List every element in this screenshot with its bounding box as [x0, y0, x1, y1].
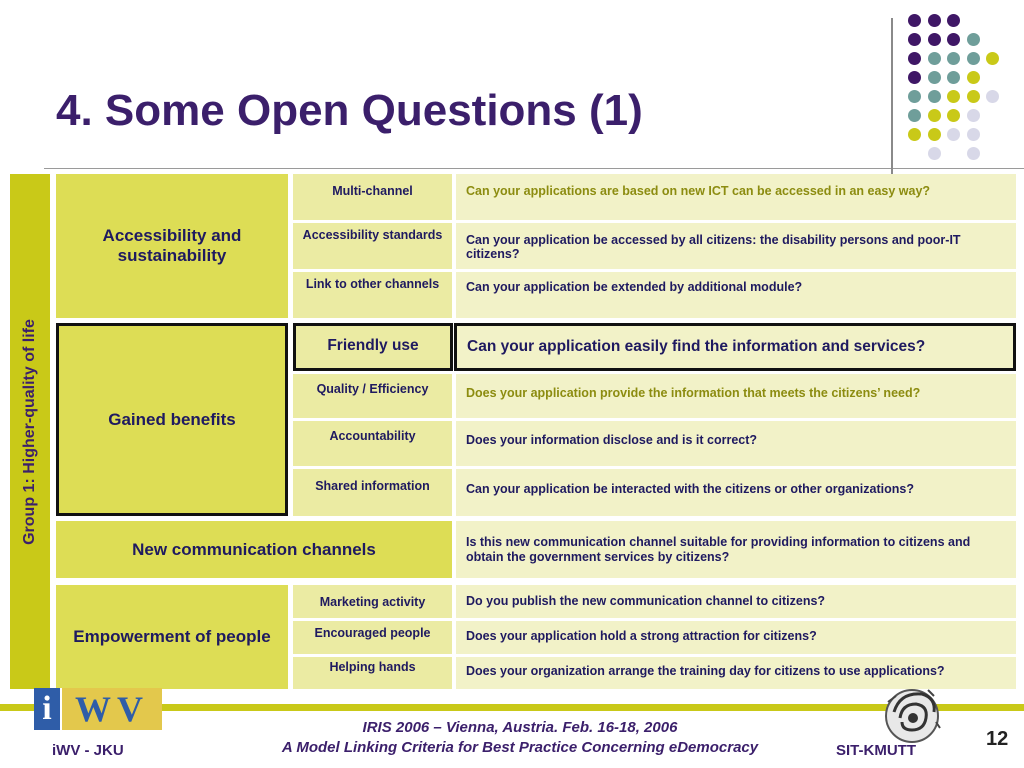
- dot-grid-decoration: [908, 14, 1008, 164]
- decoration-dot: [928, 90, 941, 103]
- iwv-logo: [34, 688, 162, 730]
- decoration-dot: [908, 52, 921, 65]
- question-cell: Does your information disclose and is it correct?: [456, 421, 1016, 466]
- decoration-dot: [967, 147, 980, 160]
- vertical-divider: [891, 18, 893, 186]
- footer-left-label: iWV - JKU: [52, 742, 124, 759]
- question-cell: Does your application hold a strong attraction for citizens?: [456, 621, 1016, 654]
- criterion-cell: Shared information: [293, 469, 452, 516]
- footer-line-2: A Model Linking Criteria for Best Practice Concerning eDemocracy: [281, 739, 759, 756]
- decoration-dot: [908, 14, 921, 27]
- logo-letter-i: i: [34, 688, 60, 730]
- question-cell: Can your applications are based on new ICT can be accessed in an easy way?: [456, 174, 1016, 220]
- category-new-communication-channels: New communication channels: [56, 521, 452, 578]
- decoration-dot: [986, 52, 999, 65]
- question-cell: Can your application be accessed by all citizens: the disability persons and poor-IT citizens?: [456, 223, 1016, 269]
- criterion-cell: Accessibility standards: [293, 223, 452, 269]
- decoration-dot: [967, 109, 980, 122]
- decoration-dot: [928, 14, 941, 27]
- criterion-cell-highlighted: Friendly use: [293, 323, 453, 371]
- category-empowerment: Empowerment of people: [56, 585, 288, 689]
- criterion-cell: Marketing activity: [293, 585, 452, 618]
- slide-title: 4. Some Open Questions (1): [56, 86, 643, 135]
- category-accessibility: Accessibility and sustainability: [56, 174, 288, 318]
- question-cell: Can your application be extended by additional module?: [456, 272, 1016, 318]
- page-number: 12: [986, 728, 1009, 750]
- footer-citation: [210, 718, 830, 758]
- question-cell: Does your application provide the information that meets the citizens’ need?: [456, 374, 1016, 418]
- decoration-dot: [928, 109, 941, 122]
- decoration-dot: [947, 52, 960, 65]
- question-cell: Can your application be interacted with the citizens or other organizations?: [456, 469, 1016, 516]
- criterion-cell: Encouraged people: [293, 621, 452, 654]
- question-cell: Do you publish the new communication channel to citizens?: [456, 585, 1016, 618]
- decoration-dot: [947, 71, 960, 84]
- criterion-cell: Quality / Efficiency: [293, 374, 452, 418]
- footer-right-label: SIT-KMUTT: [836, 742, 916, 759]
- sit-kmutt-emblem-icon: [880, 682, 944, 746]
- title-divider: [44, 168, 1024, 169]
- decoration-dot: [947, 33, 960, 46]
- decoration-dot: [986, 90, 999, 103]
- decoration-dot: [928, 71, 941, 84]
- decoration-dot: [928, 128, 941, 141]
- decoration-dot: [967, 33, 980, 46]
- decoration-dot: [967, 52, 980, 65]
- decoration-dot: [928, 33, 941, 46]
- decoration-dot: [908, 90, 921, 103]
- decoration-dot: [947, 128, 960, 141]
- decoration-dot: [928, 52, 941, 65]
- decoration-dot: [967, 90, 980, 103]
- decoration-dot: [908, 71, 921, 84]
- criterion-cell: Multi-channel: [293, 174, 452, 220]
- decoration-dot: [947, 109, 960, 122]
- footer-line-1: IRIS 2006 – Vienna, Austria. Feb. 16-18, 2006: [362, 719, 678, 736]
- question-cell: Does your organization arrange the training day for citizens to use applications?: [456, 657, 1016, 689]
- question-cell: Is this new communication channel suitable for providing information to citizens and obtain the government services by citizens?: [456, 521, 1016, 578]
- decoration-dot: [908, 33, 921, 46]
- decoration-dot: [967, 128, 980, 141]
- decoration-dot: [967, 71, 980, 84]
- group-label: Group 1: Higher-quality of life: [21, 319, 38, 545]
- decoration-dot: [947, 14, 960, 27]
- logo-letters-wv: WV: [62, 688, 162, 730]
- criterion-cell: Helping hands: [293, 657, 452, 689]
- category-gained-benefits: Gained benefits: [56, 323, 288, 516]
- decoration-dot: [908, 128, 921, 141]
- decoration-dot: [947, 90, 960, 103]
- decoration-dot: [908, 109, 921, 122]
- question-cell-highlighted: Can your application easily find the information and services?: [454, 323, 1016, 371]
- criterion-cell: Accountability: [293, 421, 452, 466]
- criterion-cell: Link to other channels: [293, 272, 452, 318]
- decoration-dot: [928, 147, 941, 160]
